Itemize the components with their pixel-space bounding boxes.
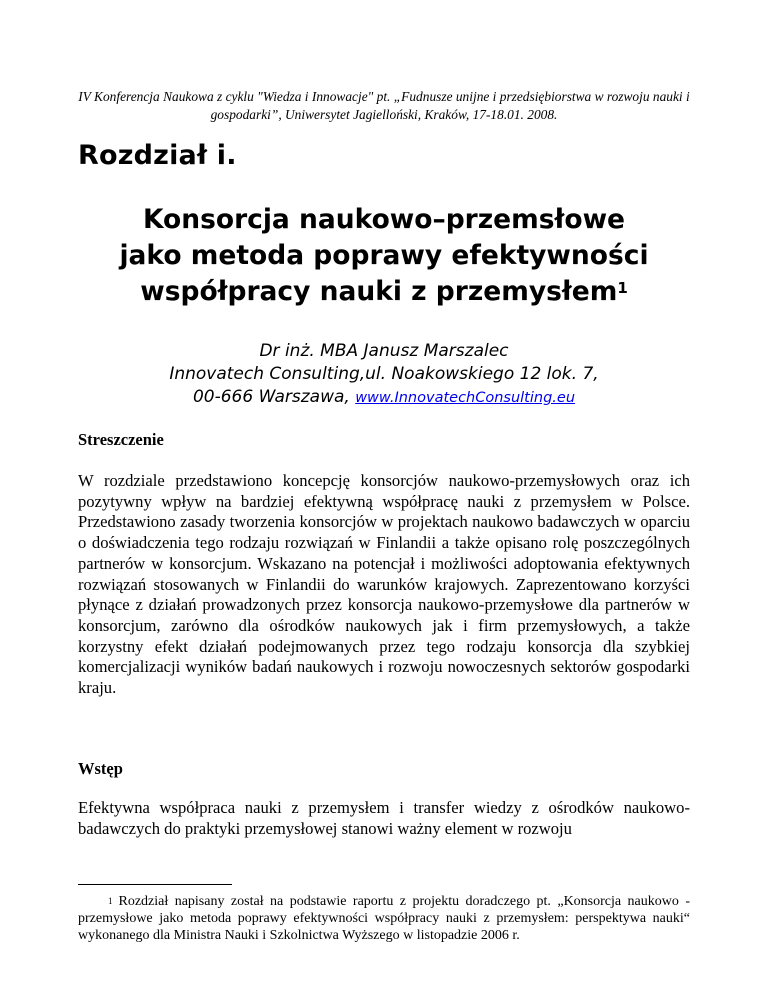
footnote [78, 893, 690, 945]
title-line-1: Konsorcja naukowo–przemsłowe [142, 204, 626, 235]
chapter-label: Rozdział i. [78, 140, 237, 171]
abstract-heading: Streszczenie [78, 430, 164, 449]
intro-heading: Wstęp [78, 759, 123, 778]
intro-text: Efektywna współpraca nauki z przemysłem i transfer wiedzy z ośrodków naukowo-badawczych do praktyki przemysłowej stanowi ważny element w rozwoju [78, 798, 690, 838]
author-city: 00-666 Warszawa, [192, 387, 350, 407]
footnote-number: 1 [108, 896, 113, 906]
author-block [60, 340, 708, 410]
title-line-2: jako metoda poprawy efektywności [119, 240, 649, 271]
author-name: Dr inż. MBA Janusz Marszalec [259, 341, 509, 361]
author-website-link[interactable]: www.InnovatechConsulting.eu [355, 390, 576, 406]
footnote-text: Rozdział napisany został na podstawie raportu z projektu doradczego pt. „Konsorcja naukowo - przemysłowe jako metoda poprawy efektywności współpracy nauki z przemysłem: perspektywa nauki“ wykonanego dla Ministra Nauki i Szkolnictwa Wyższego w listopadzie 2006 r. [78, 894, 690, 944]
author-affiliation: Innovatech Consulting,ul. Noakowskiego 12 lok. 7, [169, 364, 599, 384]
title-line-3: współpracy nauki z przemysłem [140, 276, 618, 307]
paper-title [60, 202, 708, 310]
conference-header: IV Konferencja Naukowa z cyklu "Wiedza i Innowacje" pt. „Fudnusze unijne i przedsiębiorstwa w rozwoju nauki i gospodarki”, Uniwersytet Jagielloński, Kraków, 17-18.01. 2008. [78, 89, 690, 122]
footnote-divider [78, 884, 232, 885]
title-footnote-ref[interactable]: 1 [617, 279, 628, 297]
abstract-text: W rozdziale przedstawiono koncepcję konsorcjów naukowo-przemysłowych oraz ich pozytywny wpływ na bardziej efektywną współpracę nauki z przemysłem w Polsce. Przedstawiono zasady tworzenia konsorcjów w projektach naukowo badawczych w oparciu o doświadczenia tego rodzaju rozwiązań w Finlandii a także opisano rolę poszczególnych partnerów w konsorcjum. Wskazano na potencjał i możliwości adoptowania efektywnych rozwiązań stosowanych w Finlandii do warunków krajowych. Zaprezentowano korzyści płynące z działań prowadzonych przez konsorcja naukowo-przemysłowe dla partnerów w konsorcjum, zarówno dla ośrodków naukowych jak i firm przemysłowych, a także korzystny efekt działań podejmowanych przez tego rodzaju konsorcja dla szybkiej komercjalizacji wyników badań naukowych i rozwoju nowoczesnych sektorów gospodarki kraju. [78, 471, 690, 698]
